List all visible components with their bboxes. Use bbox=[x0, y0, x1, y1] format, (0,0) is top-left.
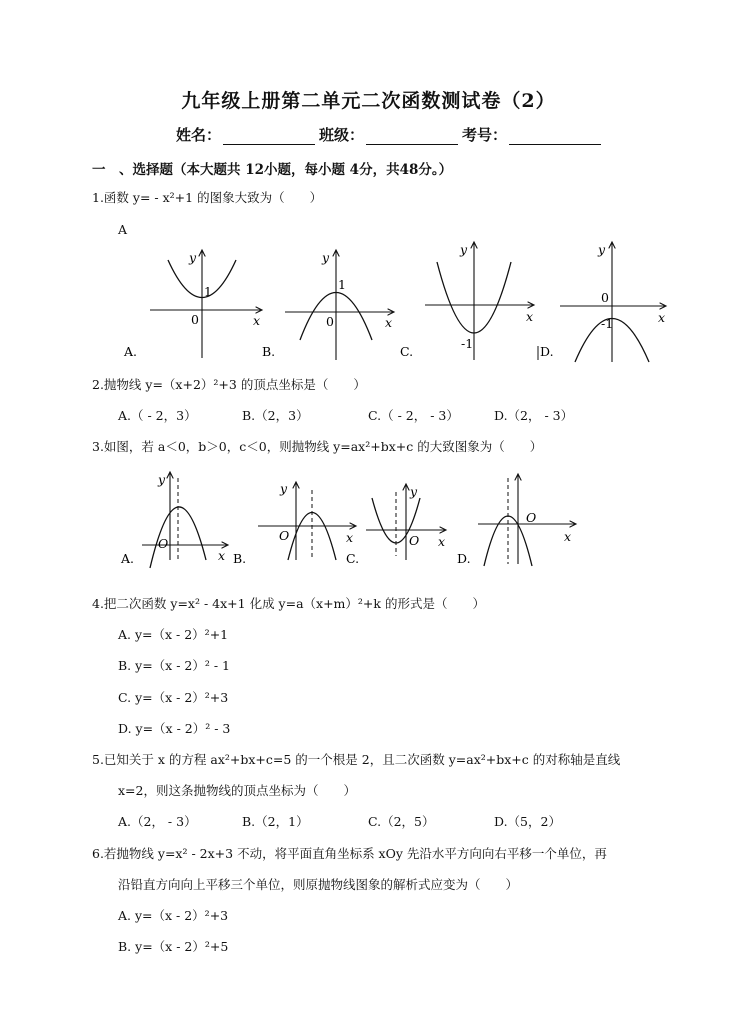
q1b-y-label: y bbox=[322, 250, 330, 265]
q1-stem: 1.函数 y= - x²+1 的图象大致为（ ） bbox=[92, 190, 323, 205]
q4-option-a[interactable]: A. y=（x - 2）²+1 bbox=[118, 627, 229, 642]
q1a-one: 1 bbox=[204, 284, 212, 299]
q4-option-b[interactable]: B. y=（x - 2）² - 1 bbox=[118, 658, 230, 673]
q1d-origin: 0 bbox=[601, 290, 609, 305]
q3-label-a: A. bbox=[121, 551, 135, 566]
section-heading: 一 、选择题（本大题共 12小题，每小题 4分，共48分。） bbox=[92, 162, 453, 178]
q1a-origin: 0 bbox=[191, 312, 199, 327]
q1c-y-label: y bbox=[460, 242, 468, 257]
q3-graph-d bbox=[457, 474, 576, 566]
q6-stem-line2: 沿铅直方向向上平移三个单位，则原抛物线图象的解析式应变为（ ） bbox=[118, 877, 519, 892]
q4-stem: 4.把二次函数 y=x² - 4x+1 化成 y=a（x+m）²+k 的形式是（ ） bbox=[92, 596, 485, 611]
q5-option-c[interactable]: C.（2，5） bbox=[368, 814, 435, 829]
q3-graph-c bbox=[346, 484, 446, 566]
q3-label-d: D. bbox=[457, 551, 471, 566]
q3c-y-label: y bbox=[410, 484, 418, 499]
name-label: 姓名： bbox=[176, 126, 222, 144]
exam-no-label: 考号： bbox=[462, 126, 508, 144]
class-label: 班级： bbox=[319, 126, 365, 144]
q1-graph-b bbox=[262, 250, 394, 360]
q1b-x-label: x bbox=[385, 315, 393, 330]
q1b-one: 1 bbox=[338, 277, 346, 292]
q2-stem: 2.抛物线 y=（x+2）²+3 的顶点坐标是（ ） bbox=[92, 377, 366, 392]
q6-stem-line1: 6.若抛物线 y=x² - 2x+3 不动，将平面直角坐标系 xOy 先沿水平方向向右平移一个单位，再 bbox=[92, 846, 607, 861]
q2-option-b[interactable]: B.（2，3） bbox=[242, 408, 309, 423]
q5-stem-line2: x=2，则这条抛物线的顶点坐标为（ ） bbox=[118, 783, 356, 798]
q1b-origin: 0 bbox=[326, 314, 334, 329]
q1-figures bbox=[0, 238, 737, 368]
q1-label-c: C. bbox=[400, 344, 414, 359]
q3c-x-label: x bbox=[438, 534, 446, 549]
q5-option-a[interactable]: A.（2， - 3） bbox=[118, 814, 197, 829]
q1d-y-label: y bbox=[598, 242, 606, 257]
q3-graph-a bbox=[120, 472, 228, 568]
q6-option-a[interactable]: A. y=（x - 2）²+3 bbox=[118, 908, 229, 923]
exam-no-blank[interactable] bbox=[509, 130, 601, 145]
q2-option-a[interactable]: A.（ - 2，3） bbox=[118, 408, 197, 423]
q6-option-b[interactable]: B. y=（x - 2）²+5 bbox=[118, 939, 229, 954]
q1-graph-d bbox=[538, 242, 666, 362]
q4-option-d[interactable]: D. y=（x - 2）² - 3 bbox=[118, 721, 231, 736]
q3-graph-b bbox=[233, 481, 356, 566]
q1a-x-label: x bbox=[253, 313, 261, 328]
q3a-origin: O bbox=[158, 536, 169, 551]
q1-label-b: B. bbox=[262, 344, 276, 359]
student-info-line bbox=[176, 124, 605, 145]
name-blank[interactable] bbox=[223, 130, 315, 145]
q3-figures bbox=[0, 462, 737, 572]
q4-option-c[interactable]: C. y=（x - 2）²+3 bbox=[118, 690, 229, 705]
q1c-neg1: -1 bbox=[461, 336, 474, 351]
q3a-x-label: x bbox=[218, 548, 226, 563]
q5-option-d[interactable]: D.（5，2） bbox=[494, 814, 561, 829]
q3c-origin: O bbox=[409, 533, 420, 548]
q3b-origin: O bbox=[279, 528, 290, 543]
q3a-y-label: y bbox=[158, 472, 166, 487]
q3-label-b: B. bbox=[233, 551, 247, 566]
q1-label-d: D. bbox=[540, 344, 554, 359]
page-title: 九年级上册第二单元二次函数测试卷（2） bbox=[181, 90, 556, 112]
q1-graph-header: A bbox=[118, 222, 128, 237]
q3b-y-label: y bbox=[280, 481, 288, 496]
q1d-neg1: -1 bbox=[601, 316, 614, 331]
q1c-x-label: x bbox=[526, 309, 534, 324]
q1-label-a: A. bbox=[124, 344, 138, 359]
q3-label-c: C. bbox=[346, 551, 360, 566]
q5-option-b[interactable]: B.（2，1） bbox=[242, 814, 309, 829]
class-blank[interactable] bbox=[366, 130, 458, 145]
q1-graph-c bbox=[400, 242, 534, 360]
q3d-x-label: x bbox=[564, 529, 572, 544]
q2-option-d[interactable]: D.（2， - 3） bbox=[494, 408, 574, 423]
q1a-y-label: y bbox=[189, 250, 197, 265]
q1-graph-a bbox=[123, 250, 262, 359]
q3-stem: 3.如图，若 a＜0，b＞0，c＜0，则抛物线 y=ax²+bx+c 的大致图象为（ ） bbox=[92, 439, 543, 454]
q3b-x-label: x bbox=[346, 530, 354, 545]
q3d-origin: O bbox=[526, 510, 537, 525]
q5-stem-line1: 5.已知关于 x 的方程 ax²+bx+c=5 的一个根是 2，且二次函数 y=ax²+bx+c 的对称轴是直线 bbox=[92, 752, 621, 767]
q1d-x-label: x bbox=[658, 310, 666, 325]
q2-option-c[interactable]: C.（ - 2， - 3） bbox=[368, 408, 459, 423]
